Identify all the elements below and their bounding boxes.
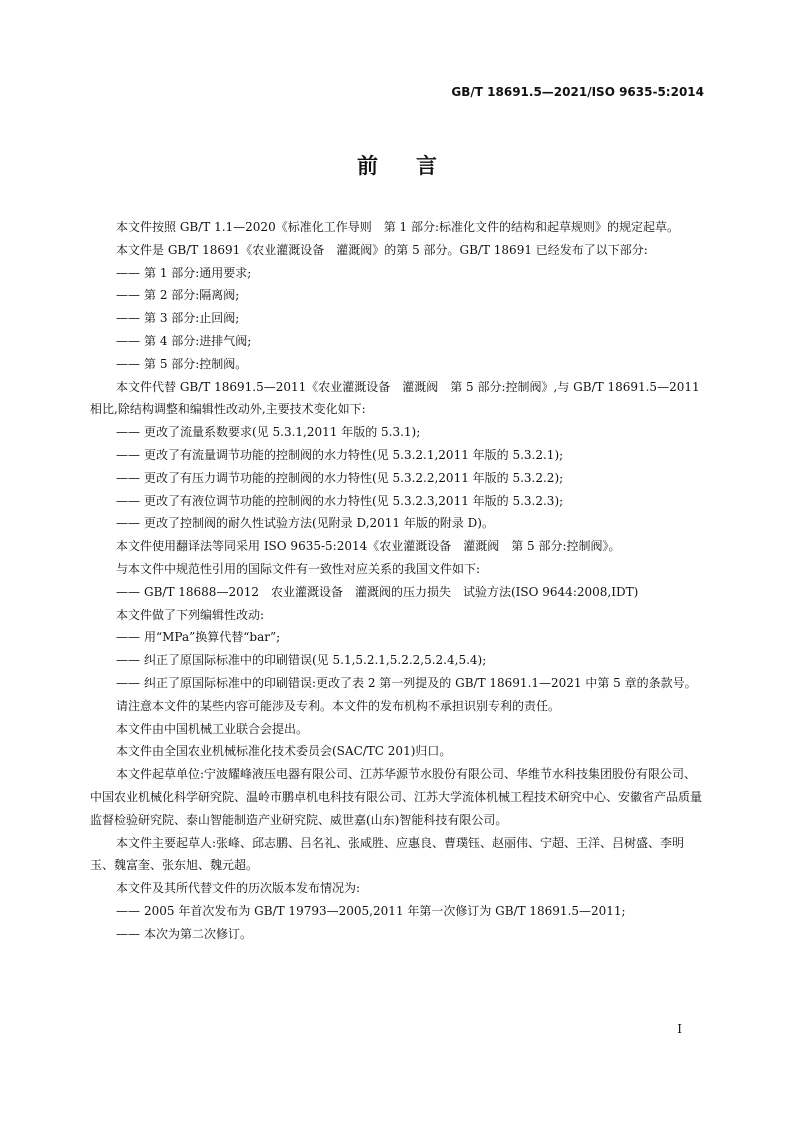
list-dash: ——: [116, 356, 140, 371]
list-item: [90, 307, 702, 330]
standard-identifier: GB/T 18691.5—2021/ISO 9635-5:2014: [451, 85, 704, 99]
list-item: [90, 490, 702, 513]
page-number: I: [677, 1022, 682, 1036]
list-dash: ——: [116, 288, 140, 303]
list-item: [90, 262, 702, 285]
list-dash: ——: [116, 311, 140, 326]
paragraph: 请注意本文件的某些内容可能涉及专利。本文件的发布机构不承担识别专利的责任。: [116, 698, 561, 713]
list-item: [90, 467, 702, 490]
list-item-text: 本次为第二次修订。: [144, 926, 253, 941]
list-dash: ——: [116, 653, 140, 668]
list-item-text: 第 4 部分:进排气阀;: [144, 333, 252, 348]
list-dash: ——: [116, 675, 140, 690]
list-dash: ——: [116, 470, 140, 485]
list-dash: ——: [116, 447, 140, 462]
list-item-text: 纠正了原国际标准中的印刷错误:更改了表 2 第一列提及的 GB/T 18691.1—2021 中第 5 章的条款号。: [144, 675, 697, 690]
paragraph: 本文件是 GB/T 18691《农业灌溉设备 灌溉阀》的第 5 部分。GB/T 18691 已经发布了以下部分:: [116, 242, 648, 257]
paragraph: 本文件做了下列编辑性改动:: [116, 607, 265, 622]
list-item-text: 更改了控制阀的耐久性试验方法(见附录 D,2011 年版的附录 D)。: [144, 516, 494, 531]
list-dash: ——: [116, 516, 140, 531]
list-item-text: 2005 年首次发布为 GB/T 19793—2005,2011 年第一次修订为 GB/T 18691.5—2011;: [144, 903, 626, 918]
list-dash: ——: [116, 903, 140, 918]
list-item-text: 更改了有液位调节功能的控制阀的水力特性(见 5.3.2.3,2011 年版的 5.3.2.3);: [144, 493, 564, 508]
list-item-text: 第 2 部分:隔离阀;: [144, 288, 240, 303]
paragraph: 本文件起草单位:宁波耀峰液压电器有限公司、江苏华源节水股份有限公司、华维节水科技集团股份有限公司、中国农业机械化科学研究院、温岭市鹏卓机电科技有限公司、江苏大学流体机械工程技术研究中心、安徽省产品质量监督检验研究院、泰山智能制造产业研究院、威世嘉(山东)智能科技有限公司。: [90, 767, 703, 827]
list-item-text: 更改了有流量调节功能的控制阀的水力特性(见 5.3.2.1,2011 年版的 5.3.2.1);: [144, 447, 564, 462]
list-dash: ——: [116, 630, 140, 645]
list-item-text: 第 1 部分:通用要求;: [144, 265, 252, 280]
list-item: [90, 284, 702, 307]
list-item: [90, 512, 702, 535]
foreword-body: [90, 216, 702, 946]
list-item: [90, 581, 702, 604]
list-item-text: 纠正了原国际标准中的印刷错误(见 5.1,5.2.1,5.2.2,5.2.4,5.4);: [144, 653, 487, 668]
list-dash: ——: [116, 425, 140, 440]
list-item: [90, 353, 702, 376]
list-item-text: 第 5 部分:控制阀。: [144, 356, 248, 371]
list-item-text: 更改了有压力调节功能的控制阀的水力特性(见 5.3.2.2,2011 年版的 5.3.2.2);: [144, 470, 564, 485]
list-item: [90, 900, 702, 923]
list-item: [90, 444, 702, 467]
paragraph: 本文件使用翻译法等同采用 ISO 9635-5:2014《农业灌溉设备 灌溉阀 第 5 部分:控制阀》。: [116, 539, 621, 554]
paragraph: 与本文件中规范性引用的国际文件有一致性对应关系的我国文件如下:: [116, 561, 481, 576]
list-item-text: 用“MPa”换算代替“bar”;: [144, 630, 281, 645]
list-item-text: 第 3 部分:止回阀;: [144, 311, 240, 326]
paragraph: 本文件代替 GB/T 18691.5—2011《农业灌溉设备 灌溉阀 第 5 部分:控制阀》,与 GB/T 18691.5—2011 相比,除结构调整和编辑性改动外,主要技术变化如下:: [90, 379, 700, 417]
list-dash: ——: [116, 493, 140, 508]
paragraph: 本文件由中国机械工业联合会提出。: [116, 721, 309, 736]
list-item-text: 更改了流量系数要求(见 5.3.1,2011 年版的 5.3.1);: [144, 425, 421, 440]
list-item: [90, 923, 702, 946]
list-dash: ——: [116, 265, 140, 280]
list-dash: ——: [116, 333, 140, 348]
paragraph: 本文件由全国农业机械标准化技术委员会(SAC/TC 201)归口。: [116, 744, 452, 759]
list-item: [90, 649, 702, 672]
list-item: [90, 330, 702, 353]
list-dash: ——: [116, 926, 140, 941]
list-item: [90, 421, 702, 444]
list-item-text: GB/T 18688—2012 农业灌溉设备 灌溉阀的压力损失 试验方法(ISO 9644:2008,IDT): [144, 584, 639, 599]
paragraph: 本文件按照 GB/T 1.1—2020《标准化工作导则 第 1 部分:标准化文件的结构和起草规则》的规定起草。: [116, 220, 680, 234]
paragraph: 本文件及其所代替文件的历次版本发布情况为:: [116, 881, 361, 896]
list-item: [90, 672, 702, 695]
list-item: [90, 626, 702, 649]
paragraph: 本文件主要起草人:张峰、邱志鹏、吕名礼、张咸胜、应惠良、曹璞钰、赵丽伟、宁超、王洋、吕树盛、李明玉、魏富奎、张东旭、魏元超。: [90, 835, 685, 873]
list-dash: ——: [116, 584, 140, 599]
page-title: 前言: [357, 154, 475, 178]
